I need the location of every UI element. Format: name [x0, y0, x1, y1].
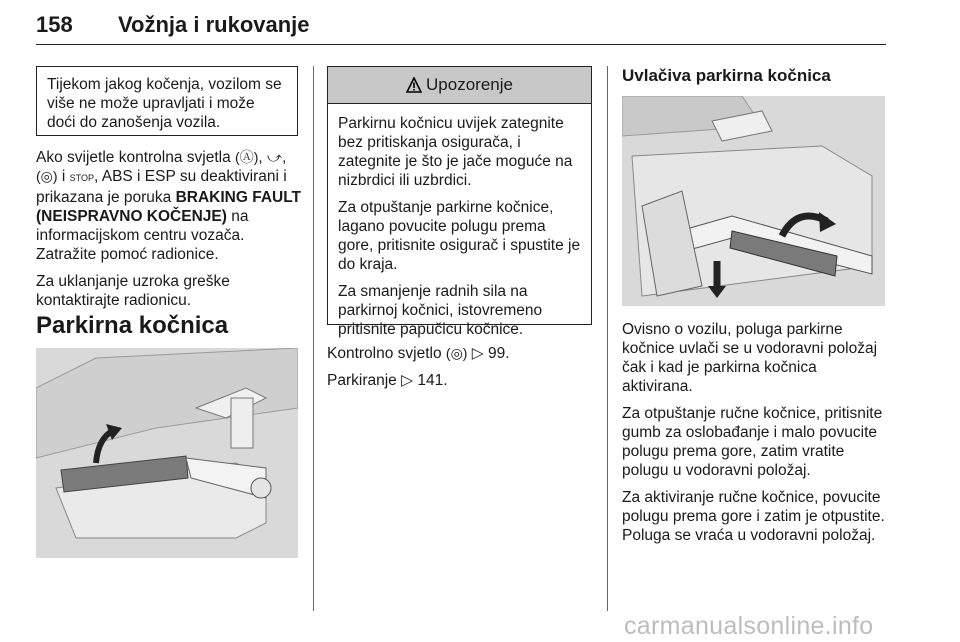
warning-box [327, 66, 592, 338]
ref-control-light: Kontrolno svjetlo (◎) ▷ 99. [327, 345, 510, 362]
brake-warning-icon: (◎) [36, 168, 58, 184]
retract-paragraph-3: Za aktiviranje ručne kočnice, povucite polugu prema gore i zatim je otpustite. Poluga se vraća u vodoravni položaj. [622, 489, 885, 544]
warning-title: Upozorenje [426, 75, 513, 94]
braking-note-text: Tijekom jakog kočenja, vozilom se više ne može upravljati i može doći do zanošenja vozila. [47, 76, 282, 131]
esp-off-icon: ⤻ [266, 149, 282, 165]
abs-warning-icon: (Ⓐ) [235, 149, 259, 165]
ref-page-link[interactable]: 141. [417, 372, 448, 389]
chapter-title: Vožnja i rukovanje [118, 12, 310, 37]
ref-parking: Parkiranje ▷ 141. [327, 372, 448, 389]
warning-paragraph-2: Za otpuštanje parkirne kočnice, lagano povucite polugu prema gore, pritisnite osigurač i spustite je do kraja. [338, 199, 581, 273]
retractable-brake-drawing [622, 96, 885, 306]
column-3-text [622, 320, 888, 553]
braking-fault-message: BRAKING FAULT (NEISPRAVNO KOČENJE) [36, 189, 302, 225]
retract-paragraph-1: Ovisno o vozilu, poluga parkirne kočnice uvlači se u vodoravni položaj čak i kad je parkirna kočnica aktivirana. [622, 321, 878, 395]
brake-warning-icon: (◎) [445, 345, 468, 361]
retract-paragraph-2: Za otpuštanje ručne kočnice, pritisnite gumb za oslobađanje i malo povucite polugu prema gore, zatim vratite polugu u vodoravni položaj. [622, 405, 883, 479]
ref-arrow-icon: ▷ [471, 345, 484, 362]
column-divider-2 [607, 66, 608, 611]
warning-lights-paragraph: Ako svijetle kontrolna svjetla (Ⓐ), ⤻, (◎) i STOP, ABS i ESP su deaktivirani i prikazana je poruka BRAKING FAULT (NEISPRAVNO KOČENJE) na informacijskom centru vozača. Zatražite pomoć radionice. [36, 149, 302, 263]
page-number: 158 [36, 12, 73, 37]
retractable-brake-illustration [622, 96, 885, 306]
column-2-refs [327, 344, 592, 398]
stop-icon: STOP [69, 173, 94, 183]
warning-paragraph-1: Parkirnu kočnicu uvijek zategnite bez pritiskanja osigurača, i zategnite je što je jače moguće na nizbrdici ili uzbrdici. [338, 115, 573, 189]
warning-header [328, 67, 591, 104]
warning-triangle-icon [406, 77, 422, 93]
ref-page-link[interactable]: 99. [488, 345, 510, 362]
braking-note-box [36, 66, 298, 136]
warning-body [328, 104, 591, 357]
section-heading: Parkirna kočnica [36, 312, 229, 339]
column-divider-1 [313, 66, 314, 611]
parking-brake-drawing [36, 348, 298, 558]
fault-contact-paragraph: Za uklanjanje uzroka greške kontaktirajte radionicu. [36, 273, 230, 309]
column-1-text [36, 148, 302, 318]
parking-brake-illustration [36, 348, 298, 558]
retractable-brake-subheading: Uvlačiva parkirna kočnica [622, 66, 831, 85]
warning-paragraph-3: Za smanjenje radnih sila na parkirnoj kočnici, istovremeno pritisnite papučicu kočnice. [338, 283, 543, 338]
watermark: carmanualsonline.info [624, 612, 874, 640]
ref-arrow-icon: ▷ [401, 372, 414, 389]
page-header [36, 8, 886, 45]
